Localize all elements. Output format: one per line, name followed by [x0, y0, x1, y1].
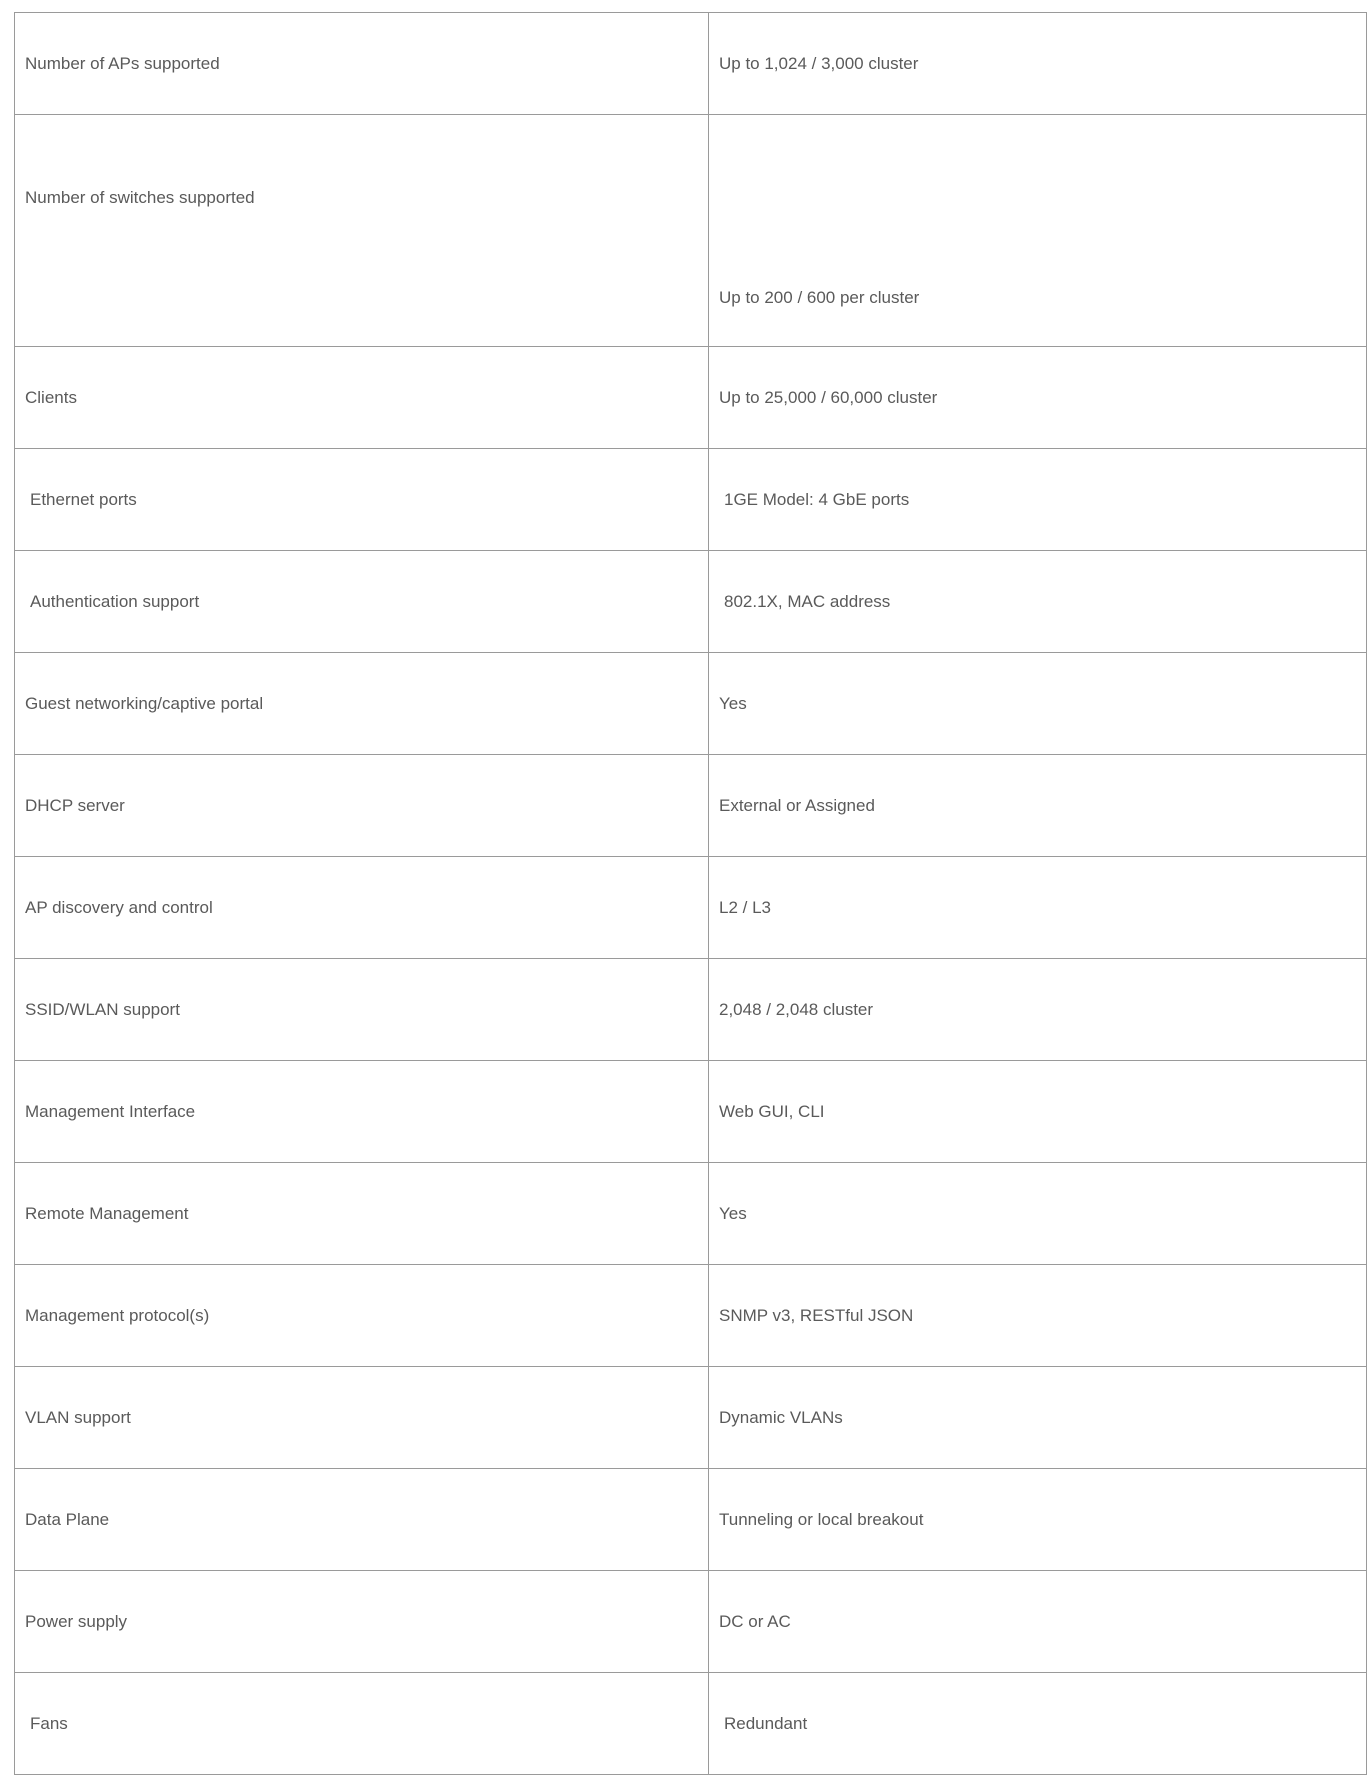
table-row	[15, 653, 1367, 755]
table-row	[15, 857, 1367, 959]
table-row	[15, 1571, 1367, 1673]
table-row	[15, 1367, 1367, 1469]
spec-value: Tunneling or local breakout	[709, 1469, 1367, 1571]
spec-label: Authentication support	[15, 551, 709, 653]
spec-label: Ethernet ports	[15, 449, 709, 551]
spec-value: Up to 200 / 600 per cluster	[709, 115, 1367, 347]
spec-value: Up to 1,024 / 3,000 cluster	[709, 13, 1367, 115]
spec-label: DHCP server	[15, 755, 709, 857]
spec-label: VLAN support	[15, 1367, 709, 1469]
spec-value: DC or AC	[709, 1571, 1367, 1673]
spec-label: Management protocol(s)	[15, 1265, 709, 1367]
spec-value: SNMP v3, RESTful JSON	[709, 1265, 1367, 1367]
table-row	[15, 347, 1367, 449]
table-row	[15, 1265, 1367, 1367]
spec-label: AP discovery and control	[15, 857, 709, 959]
spec-label: Number of switches supported	[15, 115, 709, 347]
spec-value: Yes	[709, 1163, 1367, 1265]
spec-value: 2,048 / 2,048 cluster	[709, 959, 1367, 1061]
table-row	[15, 755, 1367, 857]
spec-value: Yes	[709, 653, 1367, 755]
table-row	[15, 449, 1367, 551]
table-row	[15, 959, 1367, 1061]
spec-value: 1GE Model: 4 GbE ports	[709, 449, 1367, 551]
spec-label: Data Plane	[15, 1469, 709, 1571]
table-row	[15, 115, 1367, 347]
spec-table	[14, 12, 1367, 1775]
spec-value: L2 / L3	[709, 857, 1367, 959]
spec-label: Clients	[15, 347, 709, 449]
spec-label: SSID/WLAN support	[15, 959, 709, 1061]
spec-label: Fans	[15, 1673, 709, 1775]
spec-label: Number of APs supported	[15, 13, 709, 115]
table-row	[15, 1469, 1367, 1571]
table-row	[15, 13, 1367, 115]
spec-value: Redundant	[709, 1673, 1367, 1775]
table-row	[15, 1673, 1367, 1775]
spec-label: Power supply	[15, 1571, 709, 1673]
spec-label: Management Interface	[15, 1061, 709, 1163]
spec-value: Up to 25,000 / 60,000 cluster	[709, 347, 1367, 449]
spec-value: External or Assigned	[709, 755, 1367, 857]
spec-label: Guest networking/captive portal	[15, 653, 709, 755]
table-row	[15, 551, 1367, 653]
spec-label: Remote Management	[15, 1163, 709, 1265]
table-row	[15, 1061, 1367, 1163]
spec-value: Web GUI, CLI	[709, 1061, 1367, 1163]
table-row	[15, 1163, 1367, 1265]
spec-value: Dynamic VLANs	[709, 1367, 1367, 1469]
spec-value: 802.1X, MAC address	[709, 551, 1367, 653]
